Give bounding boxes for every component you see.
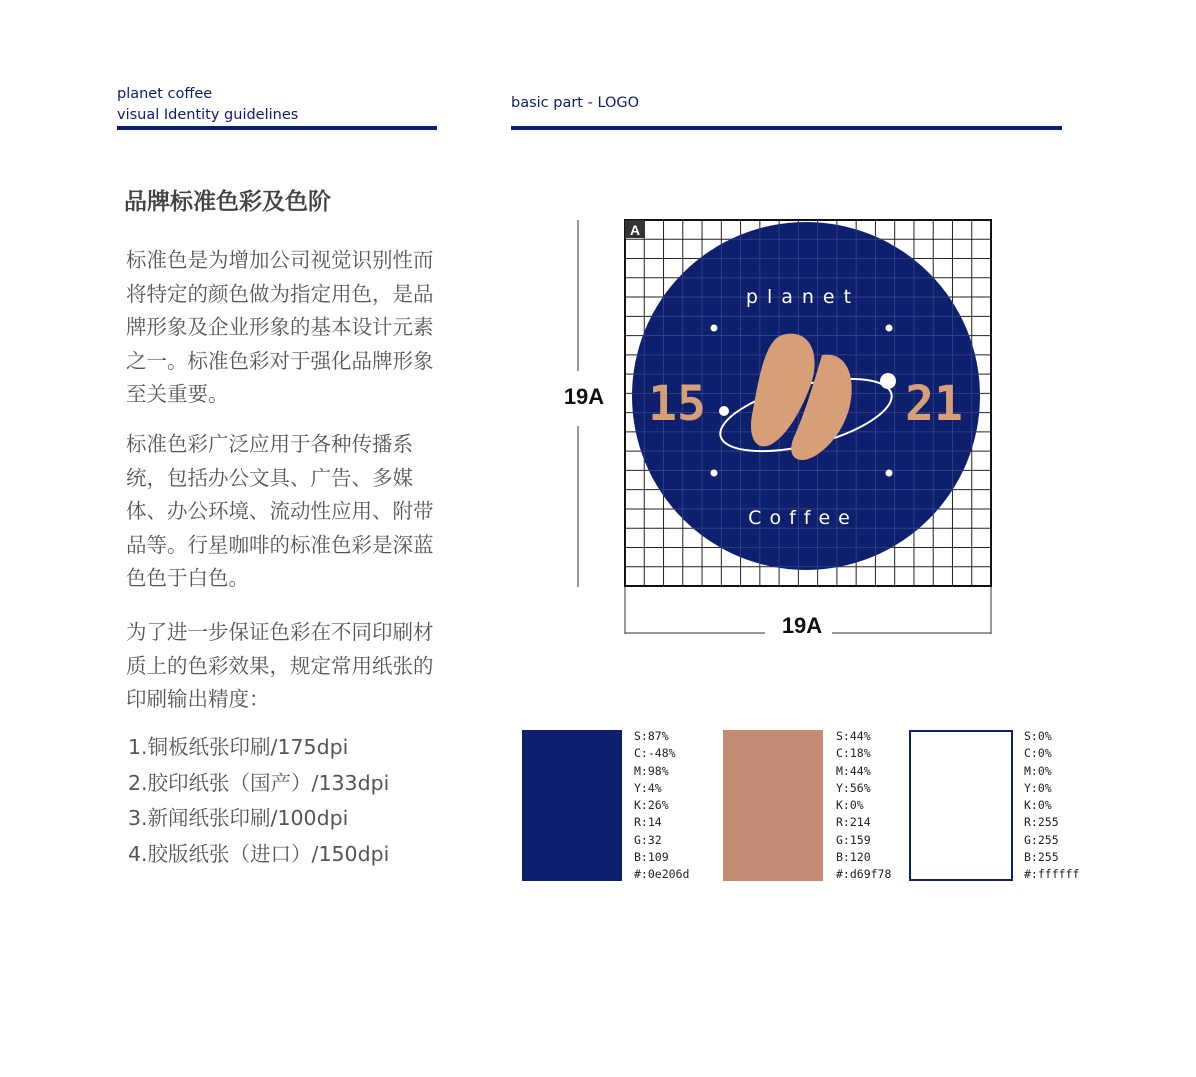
header-rule-right [511,126,1062,130]
logo-text-planet: planet [745,286,861,308]
color-value: M:44% [836,763,871,778]
color-value: Y:0% [1024,780,1052,795]
color-value: C:-48% [634,746,676,761]
doc-header-left [117,84,298,126]
list-item: 1.铜板纸张印刷/175dpi [128,735,349,759]
logo-dot [711,325,718,332]
color-value: Y:4% [634,780,662,795]
logo-number-left: 15 [648,376,706,432]
orbit-planet-left [719,406,729,416]
orbit-planet-right [880,373,896,389]
height-label: 19A [563,384,605,409]
paragraph-print: 为了进一步保证色彩在不同印刷材质上的色彩效果，规定常用纸张的印刷输出精度： [126,620,434,711]
color-value: #:0e206d [634,867,690,882]
swatch-navy [522,730,622,881]
section-label: basic part - LOGO [511,95,640,111]
paragraph-usage: 标准色彩广泛应用于各种传播系统，包括办公文具、广告、多媒体、办公环境、流动性应用、附带品等。行星咖啡的标准色彩是深蓝色色于白色。 [126,432,434,590]
list-item: 4.胶版纸张（进口）/150dpi [128,841,390,866]
color-value: R:214 [836,815,871,830]
color-value: Y:56% [836,780,871,795]
color-value: S:44% [836,729,871,743]
header-rule-left [117,126,437,130]
color-value: M:98% [634,763,669,778]
color-value: G:159 [836,832,871,847]
swatch-tan-values [836,728,891,884]
swatch-white [909,730,1013,881]
logo-dot [886,470,893,477]
logo-number-right: 21 [905,376,963,432]
print-spec-list [128,730,389,872]
color-value: M:0% [1024,763,1052,778]
color-value: C:0% [1024,746,1052,761]
color-value: R:255 [1024,815,1059,830]
color-value: B:255 [1024,850,1059,865]
color-value: K:26% [634,798,669,813]
unit-label: A [629,222,641,238]
color-value: R:14 [634,815,662,830]
page-title: 品牌标准色彩及色阶 [124,189,331,215]
color-value: C:18% [836,746,871,761]
width-label: 19A [781,613,823,638]
list-item: 2.胶印纸张（国产）/133dpi [128,770,390,795]
color-value: S:0% [1024,729,1052,743]
logo-dot [886,325,893,332]
color-value: K:0% [836,798,864,813]
logo-grid-diagram [560,215,1000,645]
swatch-tan [723,730,823,881]
color-value: G:32 [634,832,662,847]
color-value: B:120 [836,850,871,865]
paragraph-intro: 标准色是为增加公司视觉识别性而将特定的颜色做为指定用色，是品牌形象及企业形象的基本设计元素之一。标准色彩对于强化品牌形象至关重要。 [126,248,434,406]
logo-dot [711,470,718,477]
list-item: 3.新闻纸张印刷/100dpi [128,806,349,830]
color-value: G:255 [1024,832,1059,847]
color-value: B:109 [634,850,669,865]
color-value: #:d69f78 [836,867,892,882]
guideline-name: visual Identity guidelines [117,107,299,123]
color-value: #:ffffff [1024,867,1080,882]
logo-text-coffee: Coffee [748,507,858,529]
color-value: K:0% [1024,798,1052,813]
swatch-navy-values [634,728,689,884]
color-value: S:87% [634,729,669,743]
brand-name: planet coffee [117,86,213,102]
swatch-white-values [1024,728,1079,884]
